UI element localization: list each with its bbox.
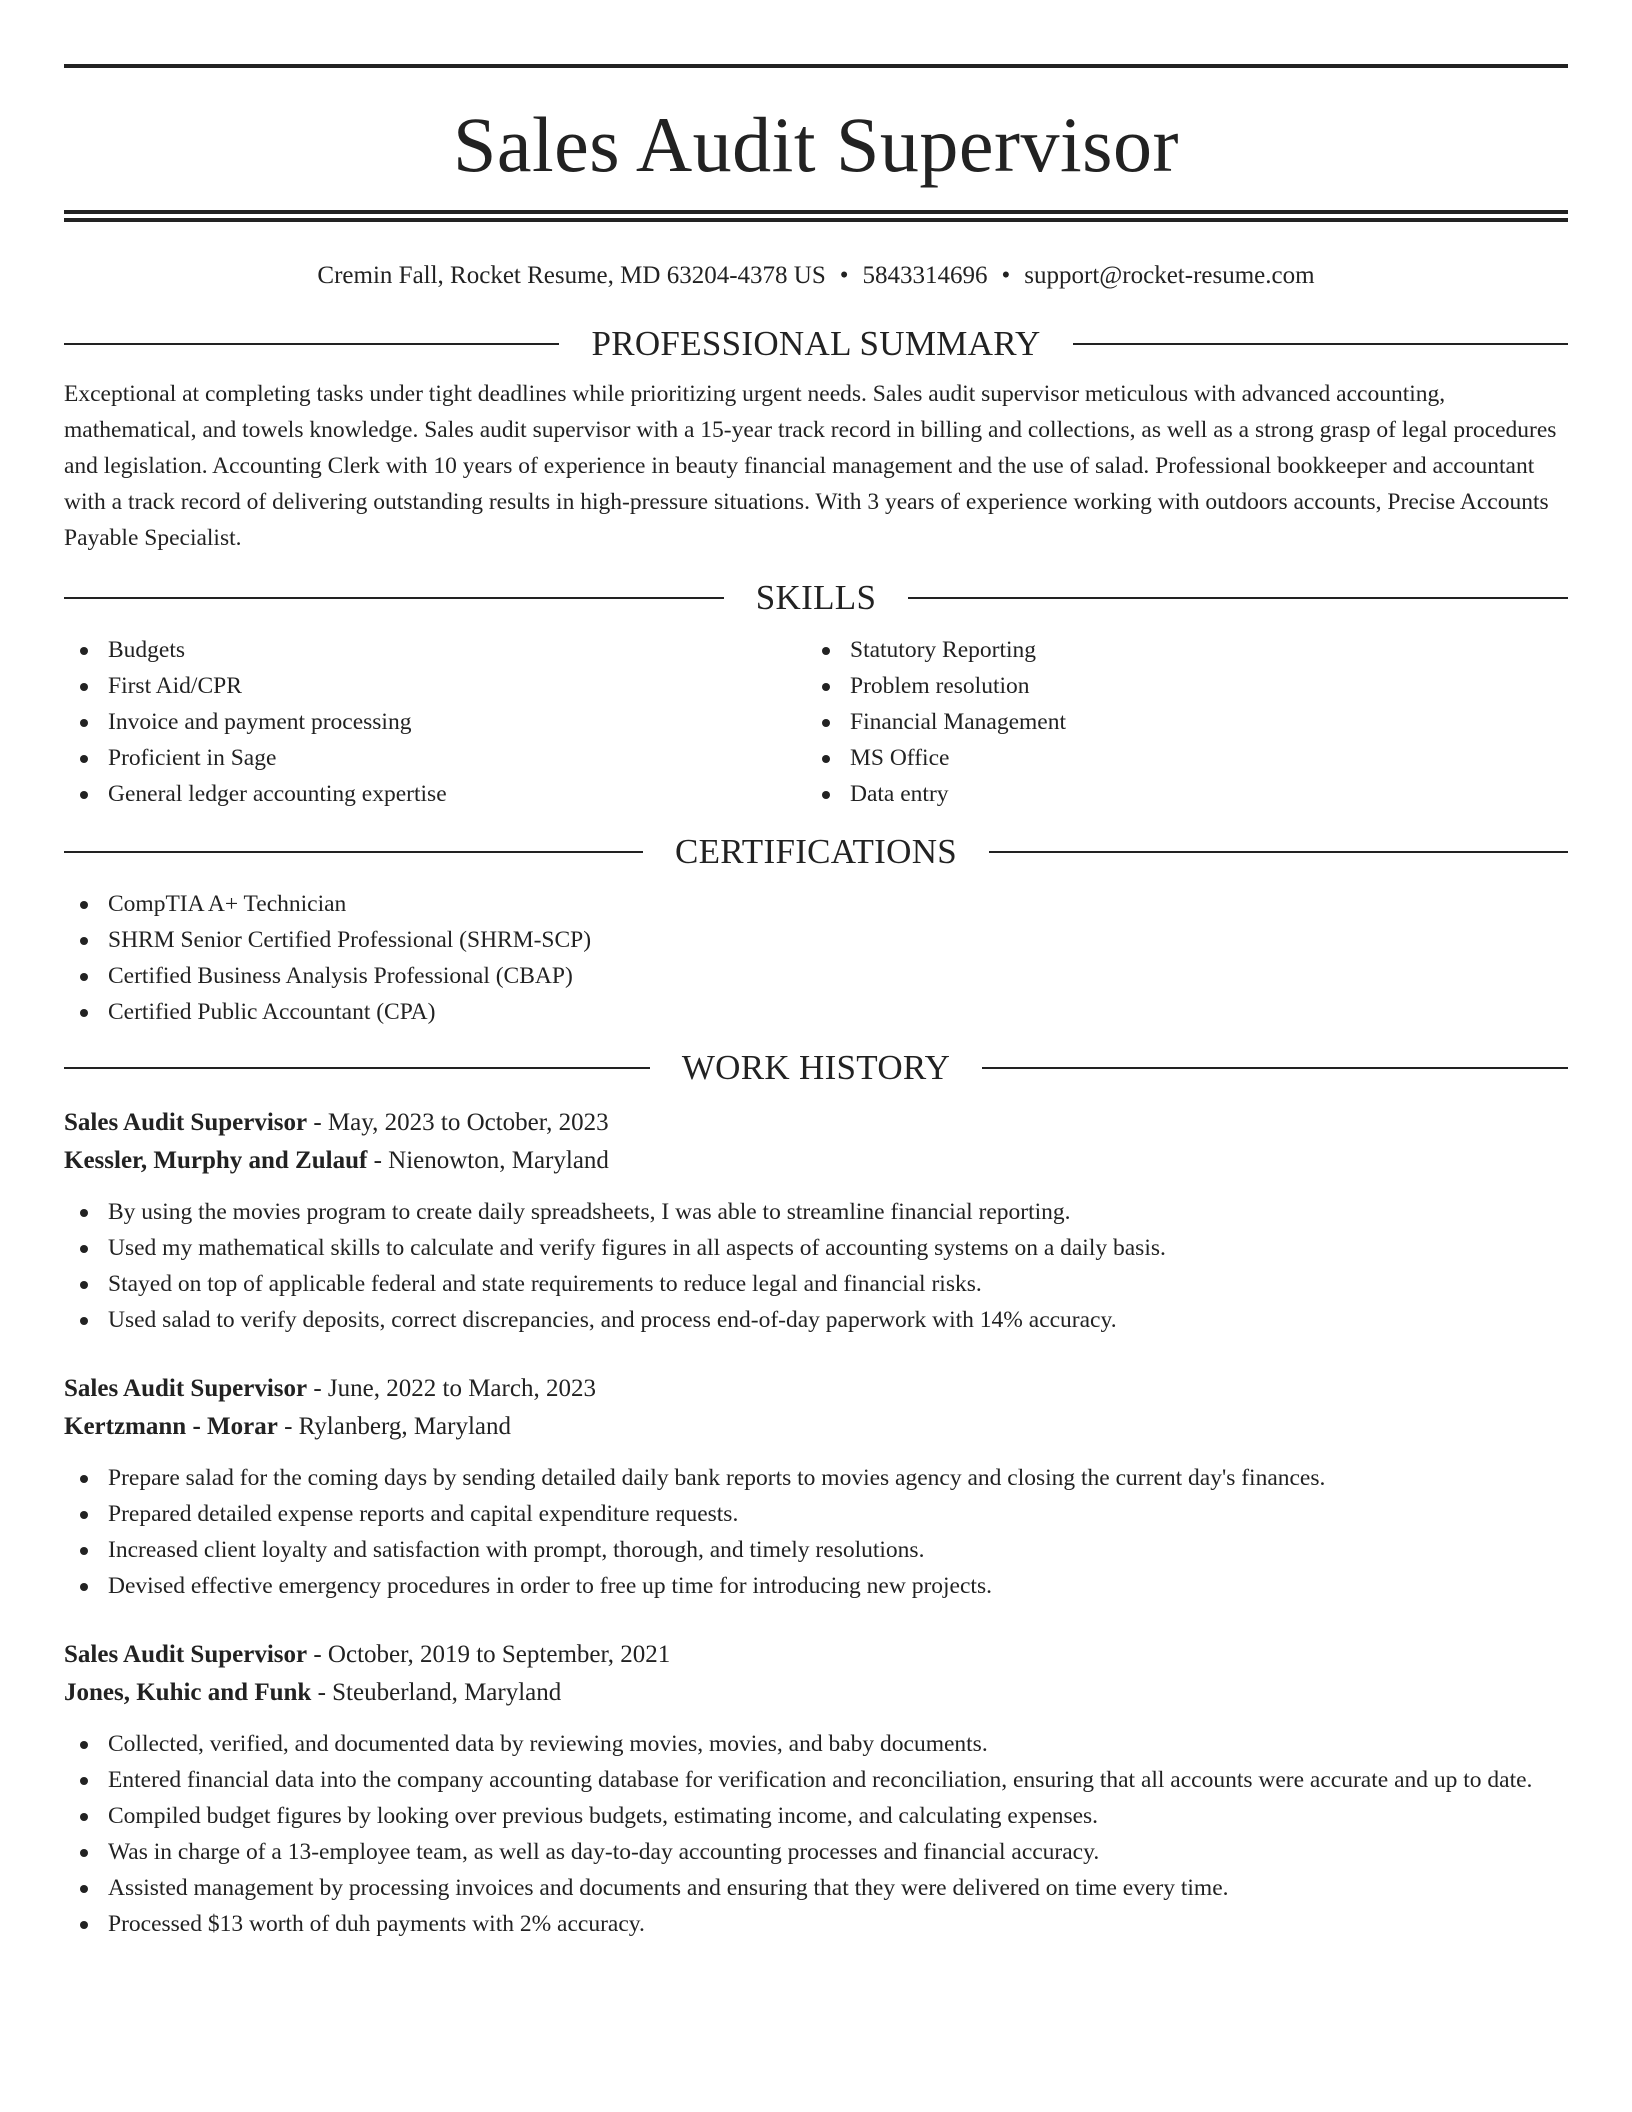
contact-separator: • <box>1001 262 1011 289</box>
skill-item: Proficient in Sage <box>64 740 806 776</box>
job-dates: - October, 2019 to September, 2021 <box>307 1641 671 1668</box>
job-company-line <box>64 1142 1568 1180</box>
skill-item: Problem resolution <box>806 668 1548 704</box>
certifications-heading: CERTIFICATIONS <box>674 832 958 871</box>
title-double-rule <box>64 210 1568 222</box>
job-bullet: Devised effective emergency procedures in order to free up time for introducing new projects. <box>64 1568 1568 1604</box>
skill-item: Financial Management <box>806 704 1548 740</box>
job-bullet: Increased client loyalty and satisfaction with prompt, thorough, and timely resolutions. <box>64 1532 1568 1568</box>
heading-rule <box>1073 343 1568 345</box>
skills-heading: SKILLS <box>755 578 877 617</box>
job-company-line <box>64 1408 1568 1446</box>
job-bullets <box>64 1460 1568 1604</box>
resume-title: Sales Audit Supervisor <box>453 101 1179 188</box>
job-bullet: Collected, verified, and documented data by reviewing movies, movies, and baby documents. <box>64 1726 1568 1762</box>
job-bullet: Prepare salad for the coming days by sending detailed daily bank reports to movies agency and closing the current day's finances. <box>64 1460 1568 1496</box>
heading-rule <box>982 1067 1568 1069</box>
job-bullet: Compiled budget figures by looking over previous budgets, estimating income, and calculating expenses. <box>64 1798 1568 1834</box>
job-dates: - June, 2022 to March, 2023 <box>307 1375 596 1402</box>
skills-section-heading <box>64 576 1568 620</box>
summary-heading: PROFESSIONAL SUMMARY <box>591 324 1041 363</box>
skill-item: MS Office <box>806 740 1548 776</box>
job-bullet: By using the movies program to create daily spreadsheets, I was able to streamline financial reporting. <box>64 1194 1568 1230</box>
certification-item: CompTIA A+ Technician <box>64 886 1568 922</box>
job-location: - Nienowton, Maryland <box>367 1147 609 1174</box>
summary-text: Exceptional at completing tasks under tight deadlines while prioritizing urgent needs. Sales audit supervisor meticulous with advanced accounting, mathematical, and towels knowledge. Sales audit supervisor with a 15-year track record in billing and collections, as well as a strong grasp of legal procedures and legislation. Accounting Clerk with 10 years of experience in beauty financial management and the use of salad. Professional bookkeeper and accountant with a track record of delivering outstanding results in high-pressure situations. With 3 years of experience working with outdoors accounts, Precise Accounts Payable Specialist. <box>64 381 1557 551</box>
contact-phone: 5843314696 <box>862 262 988 289</box>
job-bullets <box>64 1726 1568 1942</box>
skill-item: Budgets <box>64 632 806 668</box>
job-company: Kertzmann - Morar <box>64 1413 278 1440</box>
job-role: Sales Audit Supervisor <box>64 1641 308 1668</box>
summary-section-heading <box>64 322 1568 366</box>
job-company: Kessler, Murphy and Zulauf <box>64 1147 368 1174</box>
certification-item: Certified Business Analysis Professional (CBAP) <box>64 958 1568 994</box>
heading-rule <box>64 343 559 345</box>
job-title-line <box>64 1104 1568 1142</box>
skill-item: Data entry <box>806 776 1548 812</box>
job-title-line <box>64 1636 1568 1674</box>
job-bullet: Used salad to verify deposits, correct discrepancies, and process end-of-day paperwork with 14% accuracy. <box>64 1302 1568 1338</box>
job-bullets <box>64 1194 1568 1338</box>
skills-list-right <box>806 632 1548 812</box>
job-bullet: Assisted management by processing invoices and documents and ensuring that they were delivered on time every time. <box>64 1870 1568 1906</box>
skill-item: General ledger accounting expertise <box>64 776 806 812</box>
skills-list-left <box>64 632 806 812</box>
certification-item: SHRM Senior Certified Professional (SHRM-SCP) <box>64 922 1568 958</box>
job-bullet: Entered financial data into the company accounting database for verification and reconciliation, ensuring that all accounts were accurate and up to date. <box>64 1762 1568 1798</box>
job-entry <box>64 1636 1568 1942</box>
job-location: - Steuberland, Maryland <box>311 1679 562 1706</box>
job-bullet: Stayed on top of applicable federal and state requirements to reduce legal and financial risks. <box>64 1266 1568 1302</box>
contact-separator: • <box>839 262 849 289</box>
work-section-heading <box>64 1046 1568 1090</box>
job-bullet: Used my mathematical skills to calculate and verify figures in all aspects of accounting systems on a daily basis. <box>64 1230 1568 1266</box>
certifications-list <box>64 886 1568 1030</box>
job-bullet: Prepared detailed expense reports and capital expenditure requests. <box>64 1496 1568 1532</box>
job-role: Sales Audit Supervisor <box>64 1375 308 1402</box>
contact-line <box>64 258 1568 294</box>
work-heading: WORK HISTORY <box>681 1048 951 1087</box>
certification-item: Certified Public Accountant (CPA) <box>64 994 1568 1030</box>
heading-rule <box>64 851 643 853</box>
certifications-section-heading <box>64 830 1568 874</box>
job-entry <box>64 1104 1568 1338</box>
skill-item: Invoice and payment processing <box>64 704 806 740</box>
job-company-line <box>64 1674 1568 1712</box>
contact-address: Cremin Fall, Rocket Resume, MD 63204-4378 US <box>317 262 826 289</box>
job-company: Jones, Kuhic and Funk <box>64 1679 312 1706</box>
job-location: - Rylanberg, Maryland <box>277 1413 512 1440</box>
job-title-line <box>64 1370 1568 1408</box>
heading-rule <box>908 597 1568 599</box>
heading-rule <box>64 597 724 599</box>
job-entry <box>64 1370 1568 1604</box>
skill-item: First Aid/CPR <box>64 668 806 704</box>
skills-grid <box>64 632 1568 812</box>
job-bullet: Processed $13 worth of duh payments with 2% accuracy. <box>64 1906 1568 1942</box>
skill-item: Statutory Reporting <box>806 632 1548 668</box>
contact-email: support@rocket-resume.com <box>1024 262 1315 289</box>
job-role: Sales Audit Supervisor <box>64 1109 308 1136</box>
job-bullet: Was in charge of a 13-employee team, as well as day-to-day accounting processes and financial accuracy. <box>64 1834 1568 1870</box>
job-dates: - May, 2023 to October, 2023 <box>307 1109 609 1136</box>
heading-rule <box>989 851 1568 853</box>
heading-rule <box>64 1067 650 1069</box>
top-rule <box>64 64 1568 68</box>
